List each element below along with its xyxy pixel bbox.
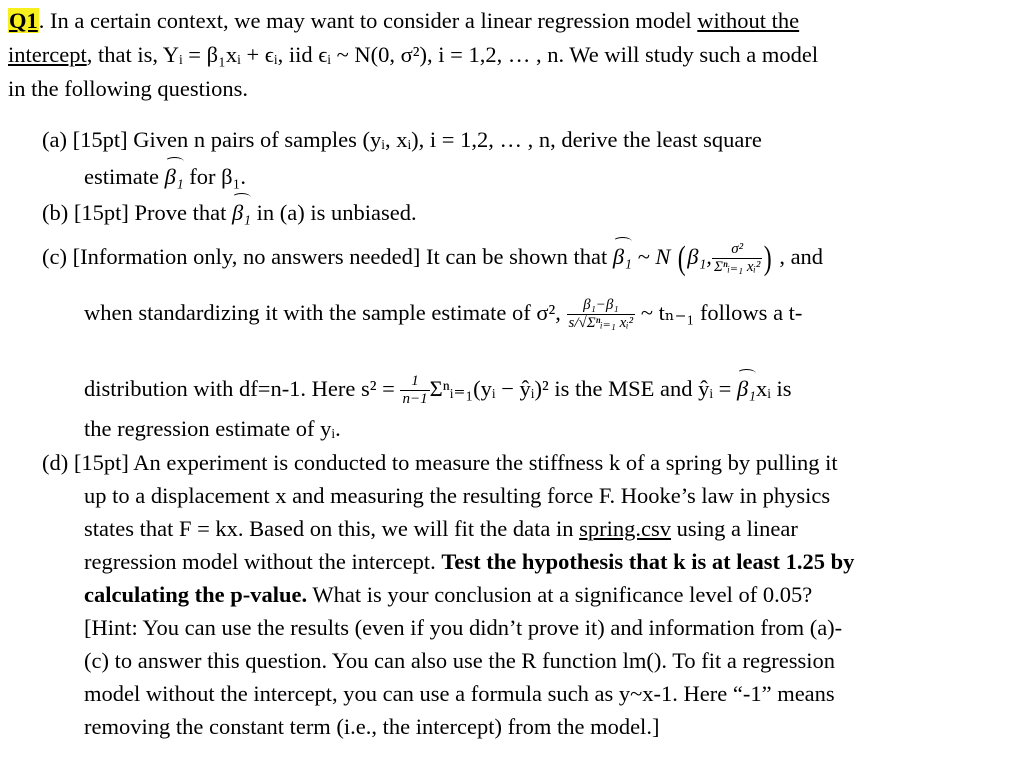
- part-a-line-1: [42, 125, 762, 155]
- fraction-numerator: β₁−β₁: [567, 298, 636, 315]
- part-d-line-7: [84, 646, 835, 676]
- fraction-denominator: Σⁿᵢ₌₁ xᵢ²: [713, 259, 761, 276]
- part-d-text: up to a displacement x and measuring the resulting force F. Hooke’s law in physics: [84, 483, 831, 508]
- part-c-text: , and: [773, 244, 824, 269]
- part-d-text: What is your conclusion at a significance level of 0.05?: [307, 582, 813, 607]
- question-number: Q1: [9, 8, 38, 33]
- part-d-line-5: [84, 580, 812, 610]
- hypothesis-bold-text: Test the hypothesis that k is at least 1.25 by: [441, 549, 855, 574]
- part-c-line-3: [84, 372, 792, 407]
- part-d-line-3: [84, 514, 798, 544]
- part-a-text: for β₁.: [183, 164, 247, 189]
- part-d-text: model without the intercept, you can use a formula such as y~x-1. Here “-1” means: [84, 681, 835, 706]
- part-d-text: (c) to answer this question. You can also use the R function lm(). To fit a regression: [84, 648, 836, 673]
- intro-underlined-text: intercept: [8, 42, 87, 67]
- part-a-text: estimate: [84, 164, 165, 189]
- part-d-line-4: [84, 547, 854, 577]
- fraction-numerator: 1: [400, 374, 429, 391]
- part-d-text: (d) [15pt] An experiment is conducted to measure the stiffness k of a spring by pulling it: [42, 450, 838, 475]
- part-d-line-1: [42, 448, 838, 478]
- question-intro-line-1: [8, 6, 799, 36]
- part-b-text: in (a) is unbiased.: [251, 200, 417, 225]
- part-d-text: regression model without the intercept.: [84, 549, 442, 574]
- part-d-text: removing the constant term (i.e., the intercept) from the model.]: [84, 714, 660, 739]
- hypothesis-bold-text: calculating the p-value.: [84, 582, 308, 607]
- beta-hat-symbol: β₁: [613, 240, 632, 272]
- intro-underlined-text: without the: [697, 8, 800, 33]
- part-c-text: xᵢ is: [755, 376, 792, 401]
- part-d-text: [Hint: You can use the results (even if you didn’t prove it) and information from (a)-: [84, 615, 843, 640]
- intro-text: . In a certain context, we may want to consider a linear regression model: [38, 8, 698, 33]
- beta-hat-symbol: β₁: [737, 372, 756, 404]
- part-d-line-6: [84, 613, 842, 643]
- normal-dist-symbol: ~ N: [631, 244, 671, 269]
- t-statistic-fraction: [567, 298, 636, 331]
- part-a-line-2: [84, 160, 246, 192]
- fraction-denominator: s/√Σⁿᵢ₌₁ xᵢ²: [568, 315, 634, 332]
- part-d-line-9: [84, 712, 659, 742]
- part-c-line-4: [84, 414, 341, 444]
- part-d-line-2: [84, 481, 830, 511]
- part-c-text: ~ tₙ₋₁ follows a t-: [635, 300, 803, 325]
- beta-hat-symbol: β₁: [232, 196, 251, 228]
- part-c-line-1: [42, 240, 823, 275]
- right-paren: ): [764, 239, 772, 277]
- question-intro-line-2: [8, 40, 818, 70]
- intro-text: in the following questions.: [8, 76, 248, 101]
- part-d-text: states that F = kx. Based on this, we will fit the data in: [84, 516, 580, 541]
- part-c-text: Σⁿᵢ₌₁(yᵢ − ŷᵢ)² is the MSE and ŷᵢ =: [429, 376, 737, 401]
- fraction-numerator: σ²: [712, 242, 762, 259]
- part-c-text: (c) [Information only, no answers needed] It can be shown that: [42, 244, 613, 269]
- part-d-line-8: [84, 679, 835, 709]
- spring-csv-link[interactable]: spring.csv: [579, 516, 671, 541]
- part-a-text: (a) [15pt] Given n pairs of samples (yᵢ, xᵢ), i = 1,2, … , n, derive the least square: [42, 127, 762, 152]
- fraction-denominator: n−1: [402, 391, 428, 408]
- part-c-text: the regression estimate of yᵢ.: [84, 416, 341, 441]
- intro-model-text: , that is, Yᵢ = β₁xᵢ + ϵᵢ, iid ϵᵢ ~ N(0, σ²), i = 1,2, … , n. We will study such a model: [86, 42, 819, 67]
- part-c-text: when standardizing it with the sample estimate of σ²,: [84, 300, 567, 325]
- part-b-line: [42, 196, 417, 228]
- part-c-line-2: [84, 298, 802, 331]
- left-paren: (: [677, 239, 686, 277]
- mean-param: β₁,: [687, 244, 712, 269]
- beta-hat-symbol: β₁: [165, 160, 184, 192]
- question-intro-line-3: [8, 74, 248, 104]
- part-b-text: (b) [15pt] Prove that: [42, 200, 232, 225]
- variance-fraction: [712, 242, 762, 275]
- mse-fraction: [400, 374, 429, 407]
- part-d-text: using a linear: [671, 516, 798, 541]
- part-c-text: distribution with df=n-1. Here s² =: [84, 376, 401, 401]
